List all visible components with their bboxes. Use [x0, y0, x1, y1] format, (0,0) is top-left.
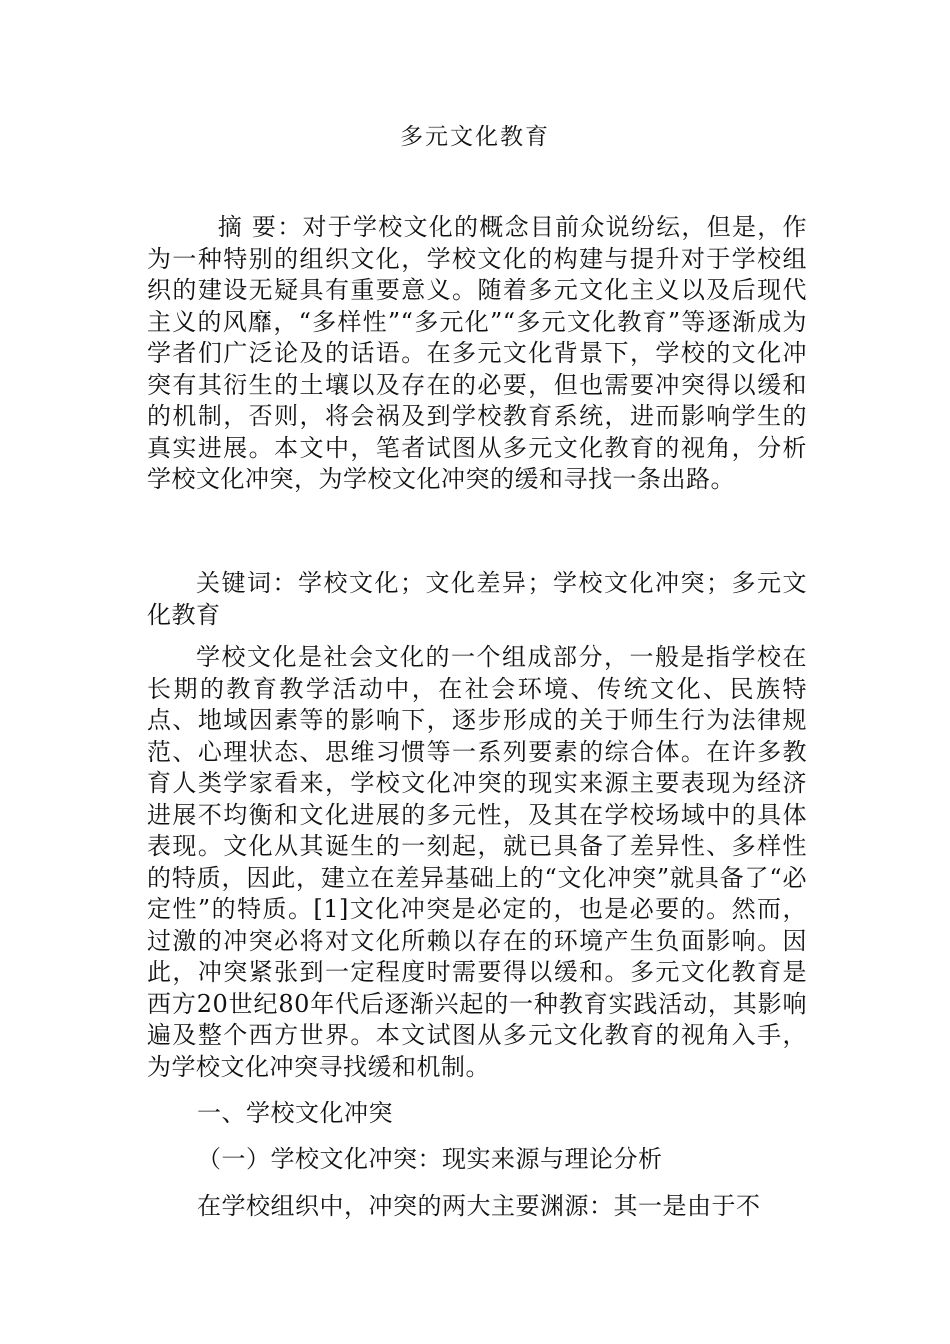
abstract-paragraph	[147, 212, 807, 496]
body-paragraph-1-text: 学校文化是社会文化的一个组成部分，一般是指学校在长期的教育教学活动中，在社会环境、传统文化、民族特点、地域因素等的影响下，逐步形成的关于师生行为法律规范、心理状态、思维习惯等一系列要素的综合体。在许多教育人类学家看来，学校文化冲突的现实来源主要表现为经济进展不均衡和文化进展的多元性，及其在学校场域中的具体表现。文化从其诞生的一刻起，就已具备了差异性、多样性的特质，因此，建立在差异基础上的“文化冲突”就具备了“必定性”的特质。[1]文化冲突是必定的，也是必要的。然而，过激的冲突必将对文化所赖以存在的环境产生负面影响。因此，冲突紧张到一定程度时需要得以缓和。多元文化教育是西方20世纪80年代后逐渐兴起的一种教育实践活动，其影响遍及整个西方世界。本文试图从多元文化教育的视角入手，为学校文化冲突寻找缓和机制。	[147, 643, 807, 1081]
document-title: 多元文化教育	[400, 124, 550, 150]
abstract-text: 摘 要：对于学校文化的概念目前众说纷纭，但是，作为一种特别的组织文化，学校文化的构建与提升对于学校组织的建设无疑具有重要意义。随着多元文化主义以及后现代主义的风靡，“多样性”“多元化”“多元文化教育”等逐渐成为学者们广泛论及的话语。在多元文化背景下，学校的文化冲突有其衍生的土壤以及存在的必要，但也需要冲突得以缓和的机制，否则，将会祸及到学校教育系统，进而影响学生的真实进展。本文中，笔者试图从多元文化教育的视角，分析学校文化冲突，为学校文化冲突的缓和寻找一条出路。	[147, 213, 807, 493]
body-paragraph-2: 在学校组织中，冲突的两大主要渊源：其一是由于不	[197, 1192, 761, 1220]
section-heading-1: 一、学校文化冲突	[197, 1099, 393, 1127]
keywords-text: 关键词：学校文化；文化差异；学校文化冲突；多元文化教育	[147, 569, 807, 629]
body-paragraph-1	[147, 642, 807, 1083]
subsection-heading-1: （一）学校文化冲突：现实来源与理论分析	[197, 1145, 663, 1173]
keywords-paragraph	[147, 568, 807, 631]
